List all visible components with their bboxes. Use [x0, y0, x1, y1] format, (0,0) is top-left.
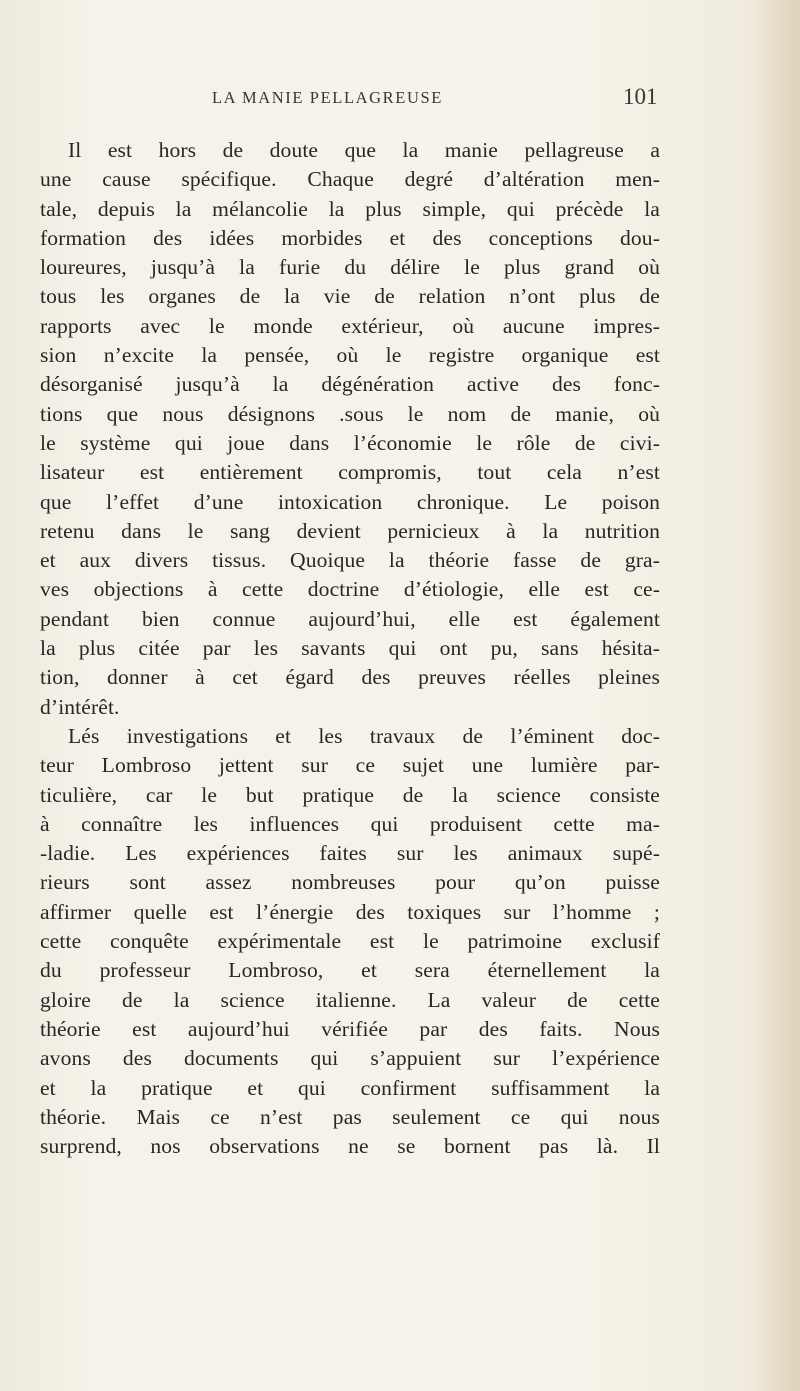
text-line: du professeur Lombroso, et sera éternellement la: [40, 958, 660, 983]
text-line: le système qui joue dans l’économie le rôle de civi-: [40, 430, 660, 455]
text-line: tion, donner à cet égard des preuves réelles pleines: [40, 665, 660, 690]
page-number: 101: [623, 84, 658, 109]
text-line: ticulière, car le but pratique de la science consiste: [40, 782, 660, 807]
text-line: Lés investigations et les travaux de l’éminent doc-: [68, 723, 660, 748]
text-line: formation des idées morbides et des conceptions dou-: [40, 225, 660, 250]
text-line: la plus citée par les savants qui ont pu, sans hésita-: [40, 636, 660, 661]
text-line: teur Lombroso jettent sur ce sujet une lumière par-: [40, 753, 660, 778]
text-line: et la pratique et qui confirment suffisamment la: [40, 1075, 660, 1100]
text-line: ves objections à cette doctrine d’étiologie, elle est ce-: [40, 577, 660, 602]
text-line: désorganisé jusqu’à la dégénération active des fonc-: [40, 372, 660, 397]
text-line: rieurs sont assez nombreuses pour qu’on puisse: [40, 870, 660, 895]
text-line: sion n’excite la pensée, où le registre organique est: [40, 343, 660, 368]
text-line: retenu dans le sang devient pernicieux à la nutrition: [40, 518, 660, 543]
text-line: à connaître les influences qui produisent cette ma-: [40, 811, 660, 836]
text-line: tale, depuis la mélancolie la plus simple, qui précède la: [40, 196, 660, 221]
text-line: cette conquête expérimentale est le patrimoine exclusif: [40, 929, 660, 954]
text-line: affirmer quelle est l’énergie des toxiques sur l’homme ;: [40, 899, 660, 924]
text-line: gloire de la science italienne. La valeur de cette: [40, 987, 660, 1012]
text-line: -ladie. Les expériences faites sur les animaux supé-: [40, 841, 660, 866]
text-line: que l’effet d’une intoxication chronique. Le poison: [40, 489, 660, 514]
text-line: Il est hors de doute que la manie pellagreuse a: [68, 138, 660, 162]
text-line: théorie est aujourd’hui vérifiée par des faits. Nous: [40, 1016, 660, 1041]
text-line: tions que nous désignons .sous le nom de manie, où: [40, 401, 660, 426]
body-text: [40, 136, 660, 1161]
text-line: d’intérêt.: [40, 694, 120, 719]
running-head: [0, 86, 800, 118]
text-line: et aux divers tissus. Quoique la théorie fasse de gra-: [40, 548, 660, 573]
text-line: tous les organes de la vie de relation n’ont plus de: [40, 284, 660, 309]
text-line: surprend, nos observations ne se bornent pas là. Il: [40, 1134, 660, 1159]
text-line: avons des documents qui s’appuient sur l’expérience: [40, 1046, 660, 1071]
page-edge-shadow: [752, 0, 800, 1391]
text-line: pendant bien connue aujourd’hui, elle est également: [40, 606, 660, 631]
text-line: une cause spécifique. Chaque degré d’altération men-: [40, 167, 660, 192]
text-line: rapports avec le monde extérieur, où aucune impres-: [40, 313, 660, 338]
text-line: lisateur est entièrement compromis, tout cela n’est: [40, 460, 660, 485]
text-line: loureures, jusqu’à la furie du délire le plus grand où: [40, 255, 660, 280]
running-title: LA MANIE PELLAGREUSE: [212, 88, 443, 107]
text-line: théorie. Mais ce n’est pas seulement ce qui nous: [40, 1104, 660, 1129]
